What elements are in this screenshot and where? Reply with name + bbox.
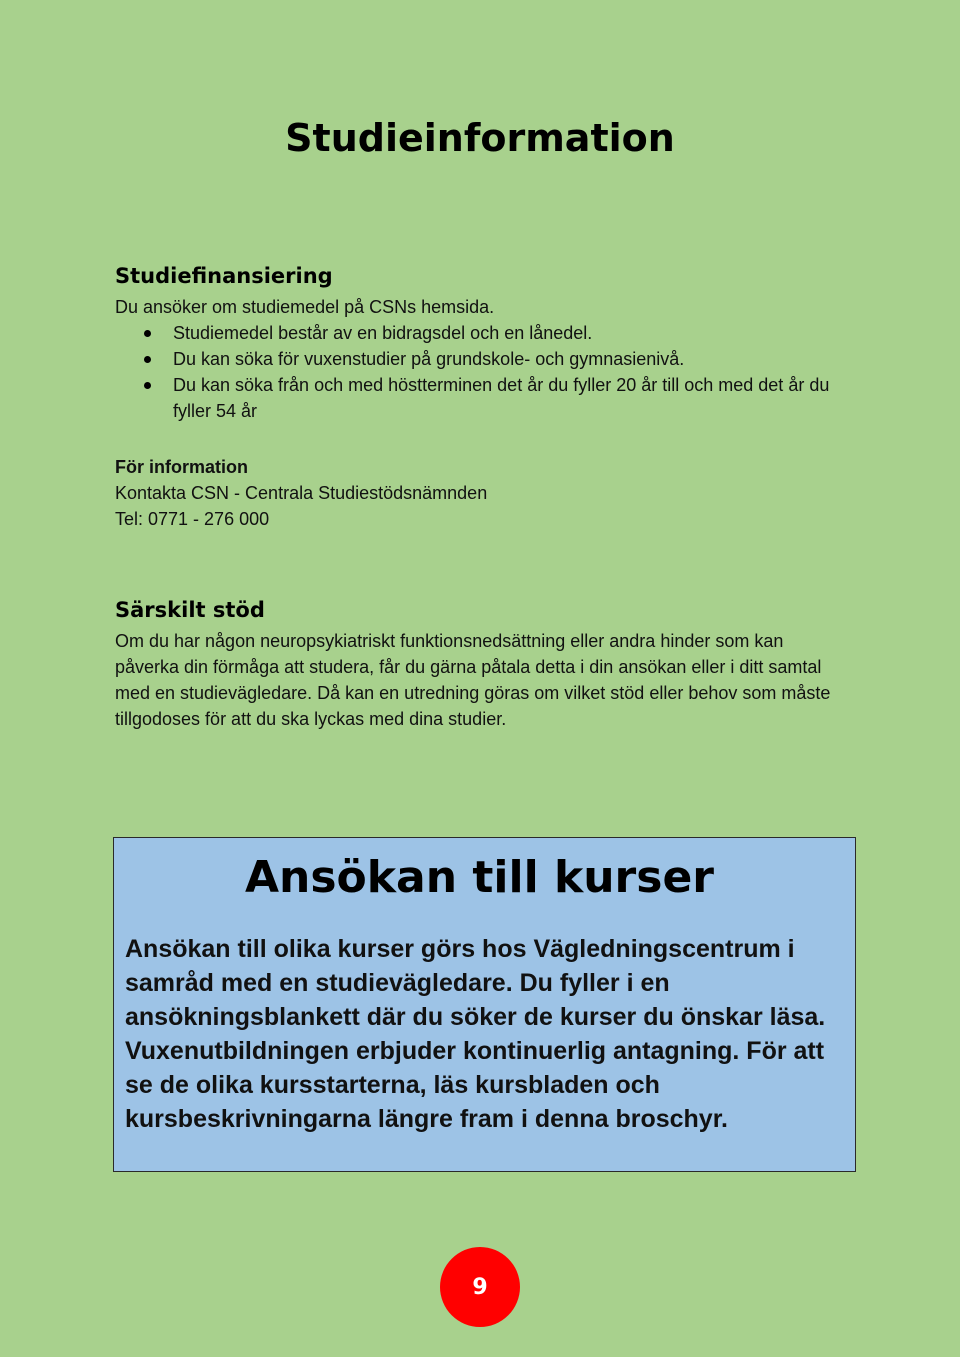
list-item: [115, 320, 845, 346]
bullet-icon: [144, 382, 151, 389]
list-item-text: Studiemedel består av en bidragsdel och en lånedel.: [173, 323, 593, 343]
financing-section: [115, 264, 845, 424]
list-item: [115, 346, 845, 372]
bullet-icon: [144, 330, 151, 337]
financing-heading: Studiefinansiering: [115, 264, 333, 288]
courses-box: [113, 837, 856, 1172]
financing-bullet-list: [115, 320, 845, 424]
courses-heading: Ansökan till kurser: [244, 852, 714, 903]
info-phone: Tel: 0771 - 276 000: [115, 509, 270, 529]
support-section: [115, 598, 845, 732]
list-item: [115, 372, 843, 424]
bullet-icon: [144, 356, 151, 363]
courses-text: Ansökan till olika kurser görs hos Vägledningscentrum i samråd med en studievägledare. Du fyller i en ansökningsblankett där du söker de kurser du önskar läsa. Vuxenutbildningen erbjuder kontinuerlig antagning. För att se de olika kursstarterna, läs kursbladen och kursbeskrivningarna längre fram i denna broschyr.: [125, 935, 826, 1133]
list-item-text: Du kan söka för vuxenstudier på grundskole- och gymnasienivå.: [173, 349, 685, 369]
support-text: Om du har någon neuropsykiatriskt funktionsnedsättning eller andra hinder som kan påverka din förmåga att studera, får du gärna påtala detta i din ansökan eller i ditt samtal med en studievägledare. Då kan en utredning göras om vilket stöd eller behov som måste tillgodoses för att du ska lyckas med dina studier.: [115, 631, 831, 729]
financing-intro: Du ansöker om studiemedel på CSNs hemsida.: [115, 297, 495, 317]
list-item-text: Du kan söka från och med höstterminen det år du fyller 20 år till och med det år du fyller 54 år: [173, 375, 830, 421]
info-contact: Kontakta CSN - Centrala Studiestödsnämnden: [115, 483, 488, 503]
support-heading: Särskilt stöd: [115, 598, 265, 622]
info-heading: För information: [115, 457, 248, 477]
page-number-badge: [440, 1247, 520, 1327]
page-number: 9: [472, 1274, 488, 1300]
info-section: [115, 454, 845, 532]
page-title: Studieinformation: [285, 116, 675, 160]
